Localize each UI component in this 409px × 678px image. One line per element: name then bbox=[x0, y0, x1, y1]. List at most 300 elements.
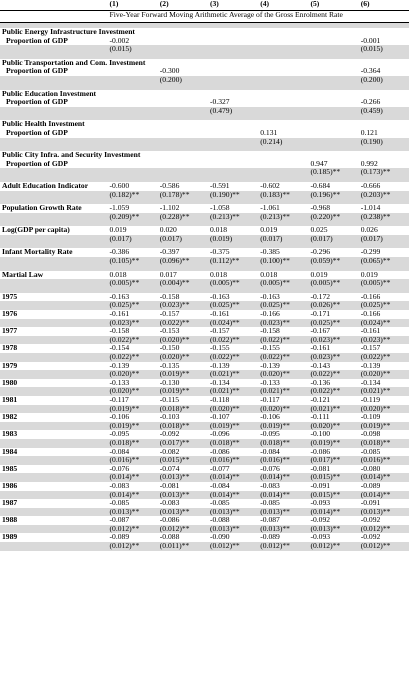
std-error-cell: (0.014)** bbox=[360, 473, 391, 482]
coefficient-cell: -0.083 bbox=[260, 481, 280, 490]
std-error-cell: (0.020)** bbox=[260, 370, 290, 379]
std-error-cell: (0.209)** bbox=[109, 212, 140, 221]
column-header: (6) bbox=[359, 0, 409, 11]
coefficient-cell: -0.088 bbox=[159, 533, 180, 542]
coefficient-row bbox=[0, 160, 409, 169]
year-label: 1978 bbox=[2, 344, 18, 353]
coefficient-cell: -0.300 bbox=[159, 67, 180, 76]
coefficient-row bbox=[0, 67, 409, 76]
coefficient-cell bbox=[308, 98, 358, 107]
std-error-cell: (0.012)** bbox=[159, 524, 190, 533]
coefficient-row bbox=[0, 226, 409, 235]
coefficient-cell: -0.002 bbox=[109, 36, 130, 45]
year-std-error-row bbox=[0, 319, 409, 328]
std-error-row bbox=[0, 45, 409, 54]
caption-blank bbox=[0, 11, 108, 23]
year-label: 1977 bbox=[2, 327, 18, 336]
std-error-cell bbox=[308, 138, 358, 147]
std-error-cell: (0.014)** bbox=[209, 473, 240, 482]
variable-label: Martial Law bbox=[2, 270, 44, 279]
coefficient-cell: 0.018 bbox=[209, 226, 228, 235]
coefficient-cell: -0.080 bbox=[360, 464, 381, 473]
std-error-cell: (0.173)** bbox=[360, 168, 391, 177]
std-error-cell: (0.024)** bbox=[209, 318, 240, 327]
coefficient-cell: -0.161 bbox=[310, 344, 331, 353]
coefficient-cell: -0.106 bbox=[109, 413, 130, 422]
coefficient-cell: -0.167 bbox=[310, 327, 331, 336]
coefficient-cell: 0.020 bbox=[159, 226, 177, 235]
coefficient-cell: -0.092 bbox=[360, 533, 381, 542]
std-error-cell bbox=[158, 45, 208, 54]
year-coefficient-row bbox=[0, 465, 409, 474]
coefficient-cell: -0.121 bbox=[310, 395, 331, 404]
std-error-cell bbox=[208, 45, 258, 54]
std-error-cell: (0.019)** bbox=[159, 387, 190, 396]
coefficient-cell: -0.077 bbox=[209, 464, 230, 473]
column-header: (2) bbox=[158, 0, 208, 11]
column-header: (1) bbox=[108, 0, 158, 11]
std-error-row bbox=[0, 191, 409, 200]
coefficient-cell bbox=[258, 67, 308, 76]
coefficient-cell: -0.166 bbox=[360, 310, 381, 319]
std-error-row bbox=[0, 76, 409, 85]
std-error-cell: (0.105)** bbox=[109, 257, 140, 266]
std-error-cell: (0.021)** bbox=[310, 404, 341, 413]
coefficient-cell: -0.666 bbox=[360, 181, 381, 190]
coefficient-row bbox=[0, 248, 409, 257]
column-header-row bbox=[0, 0, 409, 11]
coefficient-cell: -0.157 bbox=[360, 344, 381, 353]
coefficient-cell: -0.386 bbox=[109, 248, 130, 257]
coefficient-cell: 0.018 bbox=[109, 270, 127, 279]
std-error-cell: (0.023)** bbox=[310, 335, 341, 344]
year-coefficient-row bbox=[0, 327, 409, 336]
std-error-cell: (0.025)** bbox=[109, 301, 140, 310]
std-error-cell: (0.178)** bbox=[159, 190, 190, 199]
coefficient-cell: -0.086 bbox=[310, 447, 331, 456]
std-error-cell: (0.015)** bbox=[159, 456, 190, 465]
std-error-cell: (0.018)** bbox=[209, 438, 240, 447]
coefficient-cell bbox=[208, 129, 258, 138]
coefficient-cell: -0.082 bbox=[159, 447, 180, 456]
year-std-error-row bbox=[0, 542, 409, 551]
coefficient-cell bbox=[208, 160, 258, 169]
std-error-cell bbox=[258, 168, 308, 177]
std-error-cell bbox=[108, 138, 158, 147]
coefficient-cell: -0.166 bbox=[360, 292, 381, 301]
year-label: 1979 bbox=[2, 361, 18, 370]
coefficient-cell bbox=[208, 37, 258, 46]
coefficient-cell: -0.076 bbox=[260, 464, 280, 473]
year-label: 1975 bbox=[2, 292, 18, 301]
std-error-label-blank bbox=[0, 422, 108, 431]
std-error-cell: (0.065)** bbox=[360, 257, 391, 266]
variable-label-row bbox=[0, 28, 409, 37]
coefficient-cell: -0.134 bbox=[209, 378, 230, 387]
std-error-cell: (0.018)** bbox=[159, 421, 190, 430]
year-coefficient-row bbox=[0, 293, 409, 302]
std-error-cell: (0.012)** bbox=[109, 542, 140, 551]
coefficient-cell: -1.061 bbox=[260, 204, 280, 213]
year-coefficient-row bbox=[0, 396, 409, 405]
std-error-cell bbox=[158, 168, 208, 177]
coefficient-cell: -0.364 bbox=[360, 67, 381, 76]
coefficient-cell: 0.018 bbox=[260, 270, 278, 279]
year-std-error-row bbox=[0, 336, 409, 345]
std-error-cell: (0.238)** bbox=[360, 212, 391, 221]
coefficient-cell: -0.117 bbox=[109, 395, 129, 404]
std-error-cell bbox=[308, 45, 358, 54]
year-std-error-row bbox=[0, 456, 409, 465]
coefficient-cell: -0.089 bbox=[360, 481, 381, 490]
std-error-cell: (0.021)** bbox=[260, 387, 290, 396]
coefficient-cell bbox=[108, 67, 158, 76]
std-error-label-blank bbox=[0, 257, 108, 266]
coefficient-cell: -0.299 bbox=[360, 248, 381, 257]
coefficient-cell: 0.019 bbox=[360, 270, 378, 279]
coefficient-cell bbox=[308, 129, 358, 138]
std-error-cell: (0.025)** bbox=[360, 301, 391, 310]
year-std-error-row bbox=[0, 439, 409, 448]
year-coefficient-row bbox=[0, 430, 409, 439]
coefficient-cell bbox=[208, 67, 258, 76]
coefficient-cell: -0.100 bbox=[310, 430, 331, 439]
std-error-cell: (0.015)** bbox=[310, 473, 341, 482]
variable-label: Population Growth Rate bbox=[2, 204, 82, 213]
coefficient-cell: -0.153 bbox=[159, 327, 180, 336]
std-error-cell: (0.020)** bbox=[260, 404, 290, 413]
variable-sublabel: Proportion of GDP bbox=[6, 98, 68, 107]
std-error-cell: (0.012)** bbox=[310, 542, 341, 551]
std-error-cell: (0.200) bbox=[360, 75, 383, 84]
std-error-cell: (0.019)** bbox=[159, 370, 190, 379]
coefficient-cell: 0.017 bbox=[159, 270, 177, 279]
year-coefficient-row bbox=[0, 413, 409, 422]
coefficient-row bbox=[0, 98, 409, 107]
std-error-label-blank bbox=[0, 191, 108, 200]
variable-sublabel: Proportion of GDP bbox=[6, 159, 68, 168]
coefficient-cell: -0.106 bbox=[260, 413, 280, 422]
std-error-row bbox=[0, 213, 409, 222]
std-error-cell: (0.023)** bbox=[310, 353, 341, 361]
std-error-cell: (0.005)** bbox=[209, 279, 240, 288]
year-std-error-row bbox=[0, 301, 409, 310]
std-error-cell: (0.012)** bbox=[360, 524, 391, 533]
std-error-row bbox=[0, 257, 409, 266]
std-error-cell: (0.096)** bbox=[159, 257, 190, 266]
std-error-cell: (0.016)** bbox=[360, 456, 391, 465]
std-error-cell: (0.014)** bbox=[260, 490, 290, 499]
std-error-cell: (0.182)** bbox=[109, 190, 140, 199]
coefficient-cell: 0.131 bbox=[260, 128, 278, 137]
coefficient-cell: -0.083 bbox=[159, 499, 180, 508]
column-header: (4) bbox=[258, 0, 308, 11]
variable-sublabel: Proportion of GDP bbox=[6, 36, 68, 45]
variable-label: Public Education Investment bbox=[2, 89, 97, 98]
std-error-cell: (0.017)** bbox=[159, 438, 190, 447]
coefficient-cell: 0.992 bbox=[360, 159, 378, 168]
std-error-cell: (0.020)** bbox=[109, 387, 140, 396]
std-error-cell: (0.022)** bbox=[159, 318, 190, 327]
year-label: 1984 bbox=[2, 447, 18, 456]
std-error-cell: (0.019)** bbox=[209, 421, 240, 430]
coefficient-cell: -0.083 bbox=[109, 481, 130, 490]
std-error-cell: (0.018)** bbox=[260, 438, 290, 447]
coefficient-cell: -0.139 bbox=[209, 361, 230, 370]
std-error-cell: (0.012)** bbox=[360, 542, 391, 551]
year-std-error-row bbox=[0, 387, 409, 396]
std-error-label-blank bbox=[0, 336, 108, 345]
std-error-label-blank bbox=[0, 45, 108, 54]
std-error-cell: (0.017) bbox=[159, 234, 182, 243]
std-error-cell: (0.213)** bbox=[209, 212, 240, 221]
coefficient-cell bbox=[108, 129, 158, 138]
coefficient-cell: -0.084 bbox=[109, 447, 130, 456]
coefficient-cell: -0.157 bbox=[159, 310, 180, 319]
coefficient-cell: -0.154 bbox=[109, 344, 130, 353]
coefficient-cell bbox=[158, 98, 208, 107]
std-error-cell: (0.014)** bbox=[209, 490, 240, 499]
coefficient-cell: -0.163 bbox=[209, 292, 230, 301]
std-error-row bbox=[0, 138, 409, 147]
coefficient-cell: 0.947 bbox=[310, 159, 328, 168]
std-error-cell: (0.013)** bbox=[159, 490, 190, 499]
coefficient-cell: -0.296 bbox=[310, 248, 331, 257]
std-error-cell: (0.112)** bbox=[209, 257, 240, 266]
std-error-cell: (0.022)** bbox=[260, 335, 290, 344]
coefficient-cell: -0.171 bbox=[310, 310, 331, 319]
std-error-cell: (0.022)** bbox=[310, 370, 341, 379]
std-error-cell: (0.013)** bbox=[159, 507, 190, 516]
std-error-cell: (0.015)** bbox=[310, 490, 341, 499]
header-blank bbox=[0, 0, 108, 11]
std-error-cell: (0.018)** bbox=[360, 438, 391, 447]
coefficient-cell: -0.103 bbox=[159, 413, 180, 422]
year-coefficient-row bbox=[0, 482, 409, 491]
coefficient-cell: -0.088 bbox=[209, 516, 230, 525]
year-label: 1985 bbox=[2, 464, 18, 473]
std-error-cell: (0.021)** bbox=[209, 370, 240, 379]
std-error-label-blank bbox=[0, 439, 108, 448]
std-error-cell: (0.012)** bbox=[260, 542, 290, 551]
variable-sublabel: Proportion of GDP bbox=[6, 128, 68, 137]
std-error-label-blank bbox=[0, 473, 108, 482]
std-error-label-blank bbox=[0, 370, 108, 379]
std-error-cell: (0.023)** bbox=[260, 318, 290, 327]
variable-label: Public Health Investment bbox=[2, 120, 85, 129]
coefficient-cell: -0.093 bbox=[310, 499, 331, 508]
coefficient-cell bbox=[258, 37, 308, 46]
std-error-cell: (0.020)** bbox=[310, 421, 341, 430]
coefficient-cell: -0.074 bbox=[159, 464, 180, 473]
std-error-cell: (0.013)** bbox=[209, 524, 240, 533]
std-error-cell: (0.059)** bbox=[310, 257, 341, 266]
std-error-cell: (0.024)** bbox=[360, 318, 391, 327]
coefficient-cell: -0.600 bbox=[109, 181, 130, 190]
variable-label-row bbox=[0, 151, 409, 160]
coefficient-cell: -0.375 bbox=[209, 248, 230, 257]
coefficient-cell: -1.102 bbox=[159, 204, 180, 213]
std-error-cell: (0.015) bbox=[360, 45, 383, 54]
std-error-cell: (0.022)** bbox=[209, 353, 240, 361]
variable-label: Adult Education Indicator bbox=[2, 181, 89, 190]
std-error-cell: (0.013)** bbox=[209, 507, 240, 516]
variable-label: Public Energy Infrastructure Investment bbox=[2, 28, 135, 36]
std-error-cell: (0.020)** bbox=[209, 404, 240, 413]
std-error-cell: (0.014)** bbox=[360, 490, 391, 499]
dependent-variable-row bbox=[0, 11, 409, 23]
coefficient-cell: -0.091 bbox=[360, 499, 381, 508]
coefficient-cell: 0.025 bbox=[310, 226, 328, 235]
std-error-row bbox=[0, 168, 409, 177]
std-error-cell: (0.183)** bbox=[260, 190, 290, 199]
std-error-row bbox=[0, 279, 409, 288]
coefficient-cell: -0.119 bbox=[360, 395, 381, 404]
std-error-cell: (0.025)** bbox=[209, 301, 240, 310]
std-error-cell: (0.022)** bbox=[260, 353, 290, 361]
variable-label-row bbox=[0, 90, 409, 99]
std-error-row bbox=[0, 235, 409, 244]
std-error-cell: (0.014)** bbox=[109, 473, 140, 482]
coefficient-cell: -0.086 bbox=[209, 447, 230, 456]
coefficient-row bbox=[0, 129, 409, 138]
variable-label: Infant Mortality Rate bbox=[2, 248, 73, 257]
std-error-cell: (0.100)** bbox=[260, 257, 290, 266]
year-coefficient-row bbox=[0, 344, 409, 353]
std-error-label-blank bbox=[0, 387, 108, 396]
std-error-cell: (0.013)** bbox=[260, 507, 290, 516]
coefficient-cell: -0.098 bbox=[360, 430, 381, 439]
std-error-cell: (0.023)** bbox=[109, 318, 140, 327]
coefficient-cell: -0.602 bbox=[260, 181, 280, 190]
variable-label: Public City Infra. and Security Investment bbox=[2, 151, 141, 160]
coefficient-cell: -1.059 bbox=[109, 204, 130, 213]
std-error-cell: (0.016)** bbox=[260, 456, 290, 465]
std-error-cell bbox=[158, 107, 208, 116]
coefficient-cell: -0.089 bbox=[260, 533, 280, 542]
std-error-cell: (0.023)** bbox=[159, 301, 190, 310]
coefficient-cell: -0.090 bbox=[209, 533, 230, 542]
std-error-cell: (0.190)** bbox=[209, 190, 240, 199]
column-header: (5) bbox=[308, 0, 358, 11]
std-error-cell: (0.016)** bbox=[109, 456, 140, 465]
coefficient-cell: -0.001 bbox=[360, 36, 381, 45]
std-error-cell: (0.019)** bbox=[310, 438, 341, 447]
std-error-cell: (0.026)** bbox=[310, 301, 341, 310]
std-error-label-blank bbox=[0, 353, 108, 362]
coefficient-cell: -0.968 bbox=[310, 204, 331, 213]
std-error-label-blank bbox=[0, 456, 108, 465]
std-error-cell: (0.013)** bbox=[260, 524, 290, 533]
std-error-cell: (0.013)** bbox=[360, 507, 391, 516]
std-error-cell: (0.005)** bbox=[260, 279, 290, 288]
std-error-cell bbox=[208, 76, 258, 85]
std-error-cell: (0.013)** bbox=[159, 473, 190, 482]
std-error-cell: (0.005)** bbox=[360, 279, 391, 288]
std-error-label-blank bbox=[0, 235, 108, 244]
std-error-cell bbox=[208, 168, 258, 177]
year-label: 1982 bbox=[2, 413, 18, 422]
std-error-label-blank bbox=[0, 508, 108, 517]
std-error-cell bbox=[158, 138, 208, 147]
std-error-label-blank bbox=[0, 319, 108, 328]
year-std-error-row bbox=[0, 508, 409, 517]
std-error-cell: (0.022)** bbox=[310, 387, 341, 396]
std-error-cell: (0.005)** bbox=[109, 279, 140, 288]
coefficient-cell: -0.385 bbox=[260, 248, 280, 257]
std-error-cell: (0.018)** bbox=[109, 438, 140, 447]
std-error-cell: (0.213)** bbox=[260, 212, 290, 221]
coefficient-cell: -0.081 bbox=[159, 481, 180, 490]
coefficient-cell: -0.130 bbox=[159, 378, 180, 387]
coefficient-cell: -0.096 bbox=[209, 430, 230, 439]
std-error-cell: (0.190) bbox=[360, 137, 383, 146]
coefficient-cell: -0.087 bbox=[260, 516, 280, 525]
coefficient-cell: 0.018 bbox=[209, 270, 228, 279]
coefficient-cell: -0.092 bbox=[360, 516, 381, 525]
year-coefficient-row bbox=[0, 379, 409, 388]
coefficient-cell: -0.143 bbox=[310, 361, 331, 370]
std-error-cell: (0.017) bbox=[109, 234, 132, 243]
coefficient-cell: 0.121 bbox=[360, 128, 378, 137]
coefficient-cell: -0.166 bbox=[260, 310, 280, 319]
coefficient-row bbox=[0, 37, 409, 46]
std-error-cell: (0.025)** bbox=[260, 301, 290, 310]
std-error-label-blank bbox=[0, 542, 108, 551]
coefficient-cell: -0.684 bbox=[310, 181, 331, 190]
year-coefficient-row bbox=[0, 499, 409, 508]
coefficient-cell: -0.081 bbox=[310, 464, 331, 473]
coefficient-cell bbox=[308, 37, 358, 46]
std-error-cell: (0.021)** bbox=[360, 387, 391, 396]
std-error-cell: (0.017)** bbox=[310, 456, 341, 465]
std-error-cell bbox=[108, 168, 158, 177]
coefficient-cell: -0.095 bbox=[109, 430, 130, 439]
coefficient-cell: -0.155 bbox=[209, 344, 230, 353]
coefficient-cell: -0.092 bbox=[310, 516, 331, 525]
coefficient-cell: -0.161 bbox=[209, 310, 230, 319]
std-error-cell: (0.015) bbox=[109, 45, 132, 54]
year-std-error-row bbox=[0, 405, 409, 414]
coefficient-cell: -0.158 bbox=[159, 292, 180, 301]
coefficient-cell: -0.397 bbox=[159, 248, 180, 257]
coefficient-cell bbox=[258, 98, 308, 107]
std-error-row bbox=[0, 107, 409, 116]
coefficient-cell: 0.026 bbox=[360, 226, 378, 235]
year-label: 1983 bbox=[2, 430, 18, 439]
std-error-cell: (0.019) bbox=[209, 234, 233, 243]
year-label: 1981 bbox=[2, 395, 18, 404]
std-error-cell: (0.020)** bbox=[159, 335, 190, 344]
coefficient-cell: -0.086 bbox=[159, 516, 180, 525]
std-error-label-blank bbox=[0, 213, 108, 222]
std-error-cell bbox=[108, 107, 158, 116]
coefficient-cell: -0.327 bbox=[209, 98, 230, 107]
std-error-cell: (0.017) bbox=[260, 234, 283, 243]
coefficient-cell: -0.139 bbox=[360, 361, 381, 370]
year-coefficient-row bbox=[0, 310, 409, 319]
std-error-cell: (0.022)** bbox=[360, 353, 391, 361]
coefficient-cell: -0.591 bbox=[209, 181, 230, 190]
variable-label: Public Transportation and Com. Investment bbox=[2, 58, 146, 67]
std-error-cell: (0.214) bbox=[260, 137, 283, 146]
dependent-variable-caption: Five-Year Forward Moving Arithmetic Average of the Gross Enrolment Rate bbox=[108, 11, 409, 23]
coefficient-cell bbox=[108, 98, 158, 107]
std-error-cell: (0.020)** bbox=[360, 370, 391, 379]
std-error-cell: (0.019)** bbox=[109, 421, 140, 430]
coefficient-cell: -0.157 bbox=[209, 327, 230, 336]
coefficient-cell: -0.135 bbox=[159, 361, 180, 370]
